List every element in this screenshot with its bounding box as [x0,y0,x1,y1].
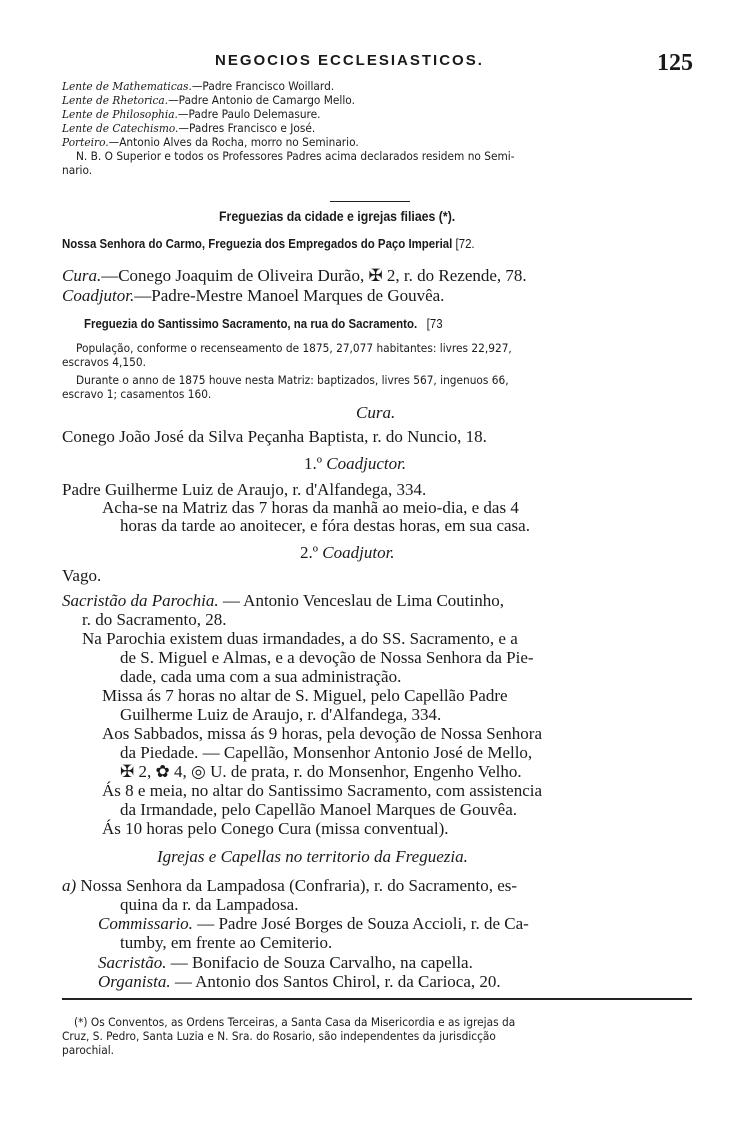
staff-entry [62,80,334,93]
parish-heading-ref: [72. [455,236,475,251]
staff-name: —Padre Francisco Woillard. [191,79,335,93]
footnote-line: parochial. [62,1043,115,1057]
sabbados-line: ✠ 2, ✿ 4, ◎ U. de prata, r. do Monsenhor, Engenho Velho. [120,762,522,781]
parish-heading [84,316,443,331]
staff-role: Lente de Mathematicas. [62,79,192,93]
missa-10-line: Ás 10 horas pelo Conego Cura (missa conventual). [102,819,449,838]
matriz-stats-line: Durante o anno de 1875 houve nesta Matriz: baptizados, livres 567, ingenuos 66, [76,373,509,387]
irmandades-line: Na Parochia existem duas irmandades, a do SS. Sacramento, e a [82,629,518,648]
sacristao-line: Sacristão da Parochia. — Antonio Venceslau de Lima Coutinho, [62,591,504,610]
staff-role: Lente de Catechismo. [62,121,179,135]
staff-entry [62,136,359,149]
coadjutor-1-hours: Acha-se na Matriz das 7 horas da manhã ao meio-dia, e das 4 [102,498,519,517]
carmo-coadjutor-line [62,286,444,306]
parish-heading [62,236,475,251]
irmandades-line: dade, cada uma com a sua administração. [120,667,402,686]
sacristao-label: Sacristão da Parochia. [62,591,219,610]
coadjutor-1-name: Padre Guilherme Luiz de Araujo, r. d'Alfandega, 334. [62,480,427,499]
staff-role: Porteiro. [62,135,109,149]
commissario-label: Commissario. [98,914,193,933]
footnote-line: (*) Os Conventos, as Ordens Terceiras, a Santa Casa da Misericordia e as igrejas da [74,1015,516,1029]
staff-note-line: N. B. O Superior e todos os Professores Padres acima declarados residem no Semi- [76,149,515,163]
coadjutor-text: —Padre-Mestre Manoel Marques de Gouvêa. [134,286,445,305]
staff-name: —Padres Francisco e José. [178,121,316,135]
page-number: 125 [657,50,693,76]
parish-heading-ref: [73 [426,316,443,331]
organista-line: Organista. — Antonio dos Santos Chirol, r. da Carioca, 20. [98,972,501,991]
staff-entry [62,108,321,121]
sacristao-capella-line: Sacristão. — Bonifacio de Souza Carvalho, na capella. [98,953,473,972]
footnote-rule [62,998,692,1000]
missa-line: Guilherme Luiz de Araujo, r. d'Alfandega, 334. [120,705,442,724]
commissario-line: Commissario. — Padre José Borges de Souza Accioli, r. de Ca- [98,914,529,933]
carmo-cura-line [62,266,527,286]
missa-830-line: Ás 8 e meia, no altar do Santissimo Sacramento, com assistencia [102,781,543,800]
cura-name: Conego João José da Silva Peçanha Baptista, r. do Nuncio, 18. [62,427,487,446]
coadjutor-1-heading: 1.º Coadjuctor. [304,454,407,473]
staff-entry [62,94,355,107]
staff-entry [62,122,315,135]
sabbados-line: da Piedade. — Capellão, Monsenhor Antonio José de Mello, [120,743,533,762]
coadjutor-2-name: Vago. [62,566,102,585]
cura-text: —Conego Joaquim de Oliveira Durão, ✠ 2, r. do Rezende, 78. [101,266,527,285]
sacristao-capella-label: Sacristão. [98,953,167,972]
sacristao-address: r. do Sacramento, 28. [82,610,227,629]
staff-name: —Padre Paulo Delemasure. [177,107,321,121]
coadjutor-2-heading: 2.º Coadjutor. [300,543,395,562]
running-header: NEGOCIOS ECCLESIASTICOS. [215,52,484,69]
church-item-a-cont: quina da r. da Lampadosa. [120,895,299,914]
irmandades-line: de S. Miguel e Almas, e a devoção de Nossa Senhora da Pie- [120,648,534,667]
staff-role: Lente de Philosophia. [62,107,178,121]
coadjutor-label: Coadjutor. [62,286,135,305]
parish-heading-text: Freguezia do Santissimo Sacramento, na rua do Sacramento. [84,316,418,331]
cura-heading: Cura. [356,403,396,422]
section-title: Freguezias da cidade e igrejas filiaes (*). [219,208,456,224]
cura-label: Cura. [62,266,102,285]
organista-label: Organista. [98,972,171,991]
population-line: escravos 4,150. [62,355,146,369]
divider [330,201,410,202]
missa-line: Missa ás 7 horas no altar de S. Miguel, pelo Capellão Padre [102,686,508,705]
parish-heading-text: Nossa Senhora do Carmo, Freguezia dos Empregados do Paço Imperial [62,236,453,251]
staff-role: Lente de Rhetorica. [62,93,169,107]
sabbados-line: Aos Sabbados, missa ás 9 horas, pela devoção de Nossa Senhora [102,724,543,743]
staff-note-line: nario. [62,163,93,177]
staff-name: —Antonio Alves da Rocha, morro no Seminario. [108,135,359,149]
coadjutor-1-hours: horas da tarde ao anoitecer, e fóra destas horas, em sua casa. [120,516,530,535]
staff-name: —Padre Antonio de Camargo Mello. [168,93,355,107]
commissario-cont: tumby, em frente ao Cemiterio. [120,933,333,952]
church-item-a: a) Nossa Senhora da Lampadosa (Confraria), r. do Sacramento, es- [62,876,518,895]
matriz-stats-line: escravo 1; casamentos 160. [62,387,212,401]
item-marker: a) [62,876,77,895]
population-line: População, conforme o recenseamento de 1875, 27,077 habitantes: livres 22,927, [76,341,512,355]
footnote-line: Cruz, S. Pedro, Santa Luzia e N. Sra. do Rosario, são independentes da jurisdicção [62,1029,496,1043]
missa-830-line: da Irmandade, pelo Capellão Manoel Marques de Gouvêa. [120,800,517,819]
igrejas-heading: Igrejas e Capellas no territorio da Freguezia. [157,847,468,866]
